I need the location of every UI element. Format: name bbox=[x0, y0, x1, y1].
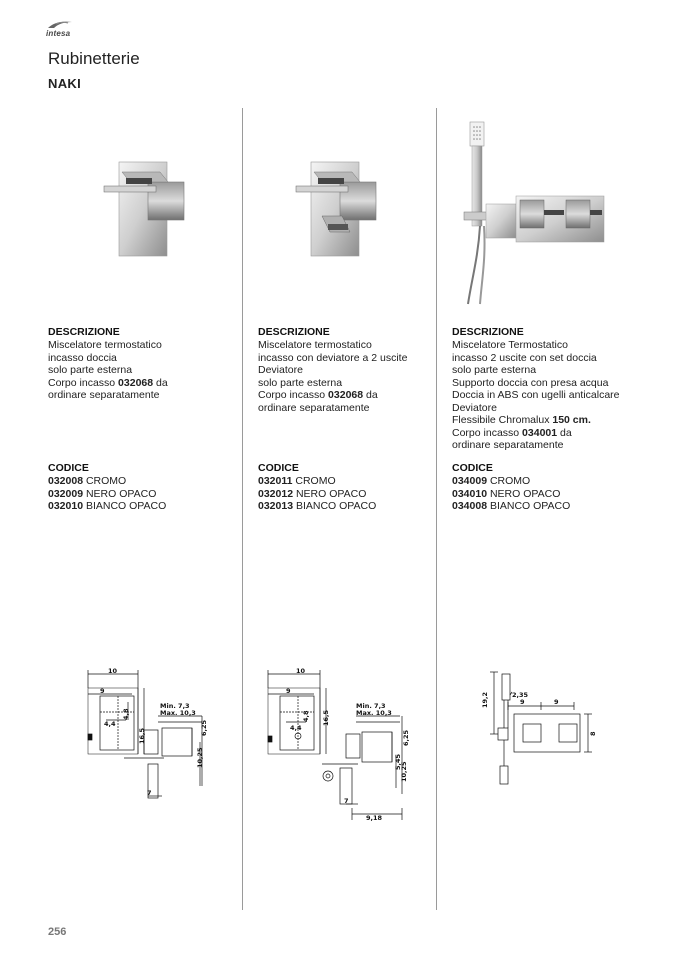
technical-drawing-3 bbox=[474, 668, 604, 792]
dimension-label: 6,25 bbox=[200, 719, 208, 736]
code-item: 032009 NERO OPACO bbox=[48, 487, 157, 500]
technical-drawing-2 bbox=[262, 664, 422, 824]
description-line: incasso doccia bbox=[48, 351, 117, 364]
code-label: CODICE bbox=[452, 462, 493, 474]
code-item: 034010 NERO OPACO bbox=[452, 487, 561, 500]
dimension-label: Max. 10,3 bbox=[160, 709, 196, 717]
code-item: 032011 CROMO bbox=[258, 475, 336, 487]
dimension-label: 9 bbox=[554, 698, 559, 706]
description-line: Flessibile Chromalux 150 cm. bbox=[452, 414, 591, 426]
dimension-label: 4,4 bbox=[290, 724, 302, 732]
dimension-label: 10,25 bbox=[400, 761, 408, 782]
dimension-label: 6,25 bbox=[402, 729, 410, 746]
page-subtitle: NAKI bbox=[48, 76, 81, 91]
dimension-label: 8 bbox=[589, 731, 597, 736]
code-item: 032012 NERO OPACO bbox=[258, 487, 367, 500]
description-line: solo parte esterna bbox=[258, 376, 343, 389]
dimension-label: 4,8 bbox=[122, 708, 130, 720]
description-line: incasso 2 uscite con set doccia bbox=[452, 351, 597, 364]
description-label: DESCRIZIONE bbox=[452, 326, 524, 338]
product-photo-3 bbox=[458, 118, 608, 308]
dimension-label: 9 bbox=[520, 698, 525, 706]
product-photo-1 bbox=[100, 158, 190, 258]
column-divider bbox=[242, 108, 243, 910]
dimension-label: 4,4 bbox=[104, 720, 116, 728]
dimension-label: 5,45 bbox=[394, 753, 402, 770]
description-line: Corpo incasso 032068 da bbox=[48, 376, 168, 389]
code-list bbox=[452, 475, 570, 513]
description-line: incasso con deviatore a 2 uscite bbox=[258, 351, 408, 364]
code-item: 032013 BIANCO OPACO bbox=[258, 500, 377, 512]
dimension-label: 16,5 bbox=[322, 709, 330, 726]
product-description bbox=[452, 339, 620, 452]
code-label: CODICE bbox=[258, 462, 299, 474]
description-line: Corpo incasso 032068 da bbox=[258, 389, 378, 401]
description-line: solo parte esterna bbox=[48, 364, 133, 376]
description-line: solo parte esterna bbox=[452, 364, 537, 376]
dimension-label: 2,35 bbox=[512, 691, 529, 699]
dimension-label: Min. 7,3 bbox=[356, 702, 386, 710]
dimension-label: Min. 7,3 bbox=[160, 702, 190, 710]
technical-drawing-1 bbox=[82, 664, 227, 804]
product-photo-2 bbox=[292, 158, 382, 258]
dimension-label: 4,8 bbox=[302, 710, 310, 722]
dimension-label: 10,25 bbox=[196, 747, 204, 768]
page-title: Rubinetterie bbox=[48, 49, 140, 68]
product-description bbox=[48, 339, 168, 402]
dimension-label: 9,18 bbox=[366, 814, 383, 822]
product-description bbox=[258, 339, 407, 414]
code-label: CODICE bbox=[48, 462, 89, 474]
code-item: 034008 BIANCO OPACO bbox=[452, 500, 571, 512]
description-label: DESCRIZIONE bbox=[48, 326, 120, 338]
dimension-label: 16,5 bbox=[138, 727, 146, 744]
description-line: ordinare separatamente bbox=[452, 439, 564, 451]
code-item: 032010 BIANCO OPACO bbox=[48, 500, 167, 512]
description-line: Miscelatore termostatico bbox=[48, 339, 162, 351]
description-line: Miscelatore Termostatico bbox=[452, 339, 568, 351]
code-item: 034009 CROMO bbox=[452, 475, 531, 487]
description-line: ordinare separatamente bbox=[258, 401, 370, 414]
dimension-label: 7 bbox=[344, 797, 349, 805]
description-line: Corpo incasso 034001 da bbox=[452, 426, 572, 439]
description-line: Doccia in ABS con ugelli anticalcare bbox=[452, 389, 620, 401]
column-divider bbox=[436, 108, 437, 910]
description-line: ordinare separatamente bbox=[48, 389, 160, 401]
logo-text: intesa bbox=[46, 29, 71, 38]
dimension-label: 9 bbox=[286, 687, 291, 695]
description-line: Deviatore bbox=[258, 364, 303, 376]
code-list bbox=[258, 475, 376, 513]
dimension-label: 19,2 bbox=[481, 691, 489, 708]
page-number: 256 bbox=[48, 926, 67, 938]
description-line: Deviatore bbox=[452, 401, 497, 414]
code-list bbox=[48, 475, 166, 513]
dimension-label: 7 bbox=[147, 789, 152, 797]
intesa-logo bbox=[46, 18, 86, 40]
dimension-label: 10 bbox=[296, 667, 306, 675]
dimension-label: 10 bbox=[108, 667, 118, 675]
description-label: DESCRIZIONE bbox=[258, 326, 330, 338]
code-item: 032008 CROMO bbox=[48, 475, 127, 487]
description-line: Miscelatore termostatico bbox=[258, 339, 372, 351]
dimension-label: 9 bbox=[100, 687, 105, 695]
dimension-label: Max. 10,3 bbox=[356, 709, 392, 717]
description-line: Supporto doccia con presa acqua bbox=[452, 376, 609, 389]
